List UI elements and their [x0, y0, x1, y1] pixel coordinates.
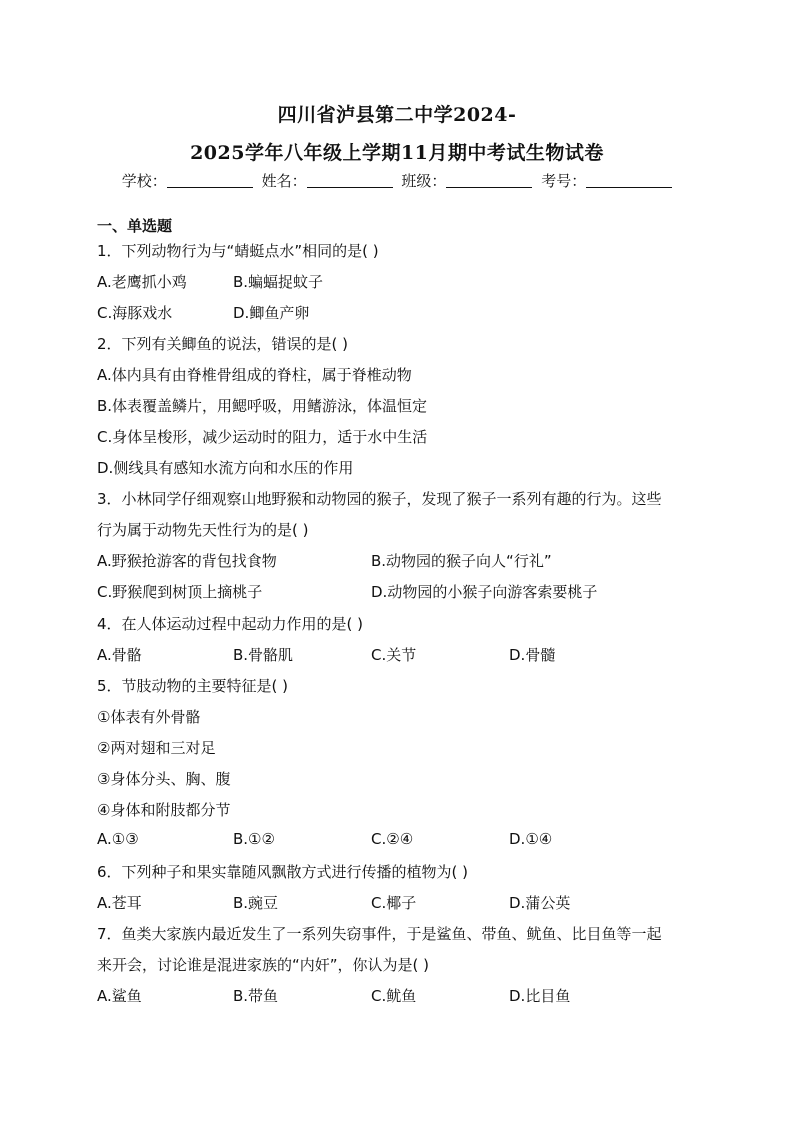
question-1-stem: 1．下列动物行为与“蜻蜓点水”相同的是( )	[97, 242, 379, 260]
class-blank	[446, 173, 532, 188]
question-5-option-d: D.①④	[509, 830, 553, 848]
question-7-stem-line2: 来开会，讨论谁是混进家族的“内奸”，你认为是( )	[97, 956, 430, 974]
class-label: 班级：	[401, 172, 447, 190]
question-3-option-b: B.动物园的猴子向人“行礼”	[371, 552, 552, 570]
question-7-option-d: D.比目鱼	[509, 987, 571, 1005]
question-2-option-c: C.身体呈梭形，减少运动时的阻力，适于水中生活	[97, 428, 428, 446]
question-3-option-a: A.野猴抢游客的背包找食物	[97, 552, 277, 570]
question-2-option-d: D.侧线具有感知水流方向和水压的作用	[97, 459, 354, 477]
school-label: 学校：	[121, 172, 167, 190]
question-1-option-c: C.海豚戏水	[97, 304, 173, 322]
exam-title-line1: 四川省泸县第二中学2024-	[277, 104, 517, 126]
question-1-option-b: B.蝙蝠捉蚊子	[233, 273, 324, 291]
question-2-option-a: A.体内具有由脊椎骨组成的脊柱，属于脊椎动物	[97, 366, 412, 384]
question-1-option-a: A.老鹰抓小鸡	[97, 273, 187, 291]
student-info-row	[0, 170, 794, 191]
question-5-option-b: B.①②	[233, 830, 275, 848]
question-1-option-d: D.鲫鱼产卵	[233, 304, 310, 322]
exam-number-blank	[586, 173, 672, 188]
question-4-stem: 4．在人体运动过程中起动力作用的是( )	[97, 615, 364, 633]
question-2-stem: 2．下列有关鲫鱼的说法，错误的是( )	[97, 335, 349, 353]
question-7-stem-line1: 7．鱼类大家族内最近发生了一系列失窃事件，于是鲨鱼、带鱼、鱿鱼、比目鱼等一起	[97, 925, 662, 943]
question-4-option-a: A.骨骼	[97, 646, 142, 664]
question-5-option-c: C.②④	[371, 830, 414, 848]
question-7-option-c: C.鱿鱼	[371, 987, 417, 1005]
question-6-option-d: D.蒲公英	[509, 894, 571, 912]
question-5-option-a: A.①③	[97, 830, 139, 848]
question-5-item-1: ①体表有外骨骼	[97, 708, 201, 726]
question-4-option-b: B.骨骼肌	[233, 646, 294, 664]
section-heading: 一、单选题	[97, 217, 173, 235]
question-5-item-4: ④身体和附肢都分节	[97, 801, 231, 819]
question-6-stem: 6．下列种子和果实靠随风飘散方式进行传播的植物为( )	[97, 863, 469, 881]
question-5-item-3: ③身体分头、胸、腹	[97, 770, 231, 788]
school-blank	[167, 173, 253, 188]
question-3-stem-line1: 3．小林同学仔细观察山地野猴和动物园的猴子，发现了猴子一系列有趣的行为。这些	[97, 490, 662, 508]
question-6-option-b: B.豌豆	[233, 894, 279, 912]
exam-title-line2: 2025学年八年级上学期11月期中考试生物试卷	[190, 142, 604, 164]
question-4-option-c: C.关节	[371, 646, 417, 664]
question-6-option-c: C.椰子	[371, 894, 417, 912]
question-2-option-b: B.体表覆盖鳞片，用鳃呼吸，用鳍游泳，体温恒定	[97, 397, 428, 415]
question-5-item-2: ②两对翅和三对足	[97, 739, 216, 757]
question-5-stem: 5．节肢动物的主要特征是( )	[97, 677, 289, 695]
question-6-option-a: A.苍耳	[97, 894, 142, 912]
question-7-option-a: A.鲨鱼	[97, 987, 142, 1005]
name-label: 姓名：	[261, 172, 307, 190]
question-4-option-d: D.骨髓	[509, 646, 556, 664]
question-3-option-c: C.野猴爬到树顶上摘桃子	[97, 583, 263, 601]
name-blank	[307, 173, 393, 188]
exam-number-label: 考号：	[541, 172, 587, 190]
question-7-option-b: B.带鱼	[233, 987, 279, 1005]
question-3-stem-line2: 行为属于动物先天性行为的是( )	[97, 521, 309, 539]
question-3-option-d: D.动物园的小猴子向游客索要桃子	[371, 583, 598, 601]
